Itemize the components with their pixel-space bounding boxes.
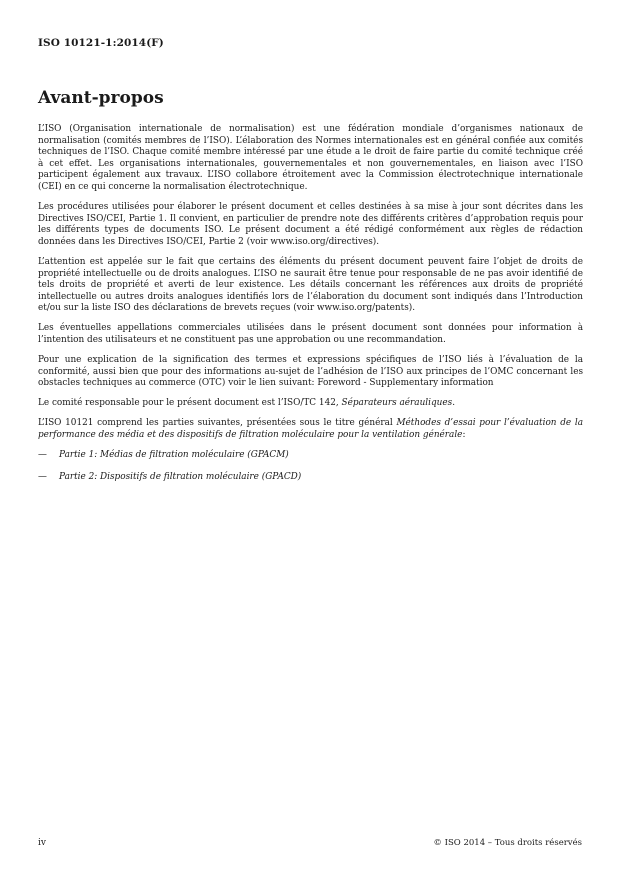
paragraph-procedures: Les procédures utilisées pour élaborer le présent document et celles destinées à sa mise à jour sont décrites dans les Directives ISO/CEI, Partie 1. Il convient, en particulier de prendre note des différents critères d’approbation requis pour les différents types de documents ISO. Le présent document a été rédigé conformément aux règles de rédaction données dans les Directives ISO/CEI, Partie 2 (voir www.iso.org/directives). bbox=[38, 202, 583, 247]
document-identifier: ISO 10121-1:2014(F) bbox=[38, 37, 164, 49]
list-dash: — bbox=[38, 471, 47, 482]
section-title: Avant-propos bbox=[38, 88, 164, 108]
foreword-body bbox=[38, 124, 583, 493]
paragraph-patent-rights: L’attention est appelée sur le fait que certains des éléments du présent document peuvent faire l’objet de droits de propriété intellectuelle ou de droits analogues. L’ISO ne saurait être tenue pour responsable de ne pas avoir identifié de tels droits de propriété et averti de leur existence. Les détails concernant les références aux droits de propriété intellectuelle ou autres droits analogues identifiés lors de l’élaboration du document sont indiqués dans l’Introduction et/ou sur la liste ISO des déclarations de brevets reçues (voir www.iso.org/patents). bbox=[38, 256, 583, 314]
parts-intro-end: : bbox=[462, 430, 466, 441]
committee-name: Séparateurs aérauliques bbox=[341, 398, 453, 409]
page-number: iv bbox=[38, 838, 46, 848]
paragraph-parts-intro bbox=[38, 418, 583, 441]
list-dash: — bbox=[38, 450, 47, 461]
parts-intro-text: L’ISO 10121 comprend les parties suivantes, présentées sous le titre général bbox=[38, 418, 397, 429]
list-item bbox=[38, 450, 583, 462]
copyright-notice: © ISO 2014 – Tous droits réservés bbox=[433, 838, 582, 848]
paragraph-iso-description: L’ISO (Organisation internationale de normalisation) est une fédération mondiale d’organismes nationaux de normalisation (comités membres de l’ISO). L’élaboration des Normes internationales est en général confiée aux comités techniques de l’ISO. Chaque comité membre intéressé par une étude a le droit de faire partie du comité technique créé à cet effet. Les organisations internationales, gouvernementales et non gouvernementales, en liaison avec l’ISO participent également aux travaux. L’ISO collabore étroitement avec la Commission électrotechnique internationale (CEI) en ce qui concerne la normalisation électrotechnique. bbox=[38, 124, 583, 192]
paragraph-trade-names: Les éventuelles appellations commerciales utilisées dans le présent document sont données pour information à l’intention des utilisateurs et ne constituent pas une approbation ou une recommandation. bbox=[38, 323, 583, 345]
list-item-text: Partie 1: Médias de filtration moléculaire (GPACM) bbox=[59, 450, 289, 461]
list-item-text: Partie 2: Dispositifs de filtration moléculaire (GPACD) bbox=[59, 471, 302, 482]
list-item bbox=[38, 472, 583, 484]
paragraph-committee bbox=[38, 398, 583, 410]
paragraph-conformity: Pour une explication de la signification des termes et expressions spécifiques de l’ISO liés à l’évaluation de la conformité, aussi bien que pour des informations au-sujet de l’adhésion de l’ISO aux principes de l’OMC concernant les obstacles techniques au commerce (OTC) voir le lien suivant: Foreword - Supplementary information bbox=[38, 355, 583, 389]
committee-end: . bbox=[452, 398, 456, 409]
general-title: Méthodes d’essai pour l’évaluation de la performance des média et des dispositifs de filtration moléculaire pour la ventilation générale bbox=[38, 418, 583, 441]
committee-text: Le comité responsable pour le présent document est l’ISO/TC 142, bbox=[38, 398, 342, 409]
